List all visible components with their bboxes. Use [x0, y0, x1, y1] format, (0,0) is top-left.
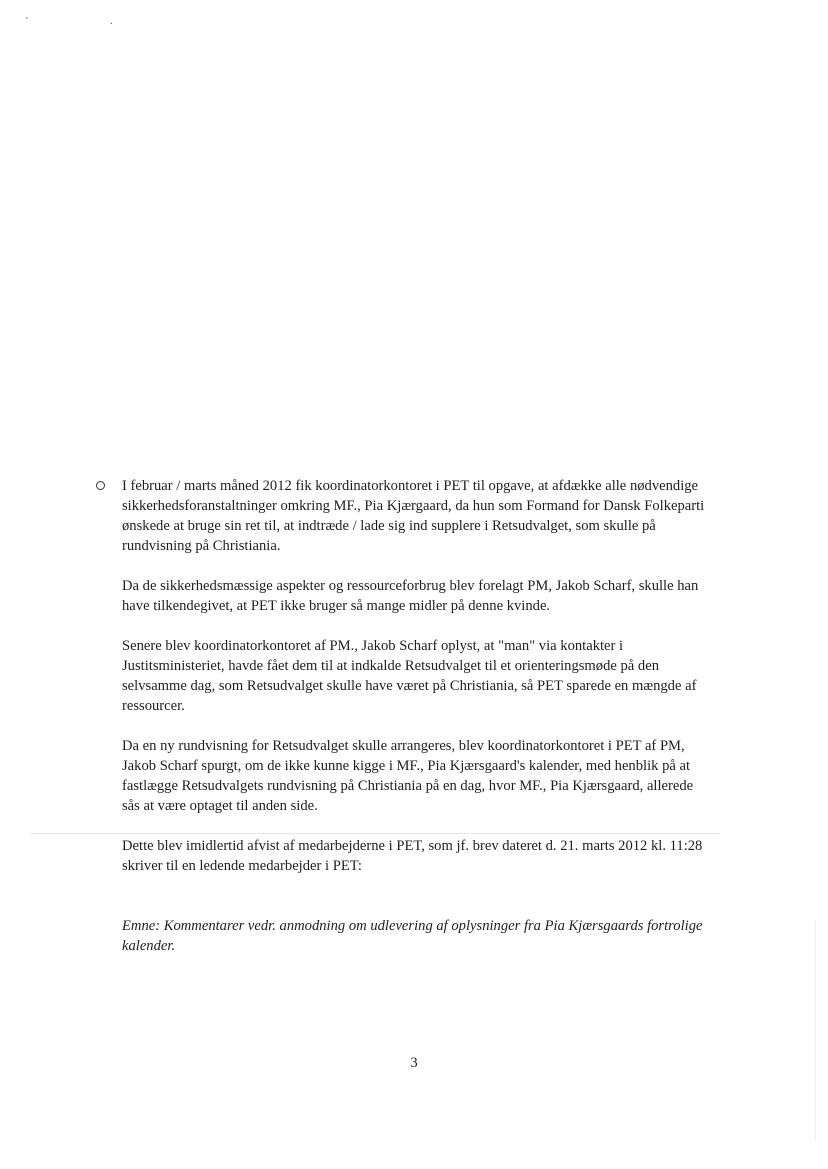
page-number: 3 — [410, 1055, 418, 1071]
bullet-icon — [96, 481, 105, 490]
paragraph-4: Da en ny rundvisning for Retsudvalget skulle arrangeres, blev koordinatorkontoret i PET af PM, Jakob Scharf spurgt, om de ikke kunne kigge i MF., Pia Kjærsgaard's kalender, med henblik på at fastlægge Retsudvalgets rundvisning på Christiania på en dag, hvor MF., Pia Kjærsgaard, allerede sås at være optaget til anden side. — [122, 738, 694, 814]
paragraph-1 — [122, 476, 712, 556]
scan-line — [30, 833, 720, 834]
paragraph-1-text: I februar / marts måned 2012 fik koordinatorkontoret i PET til opgave, at afdække alle nødvendige sikkerhedsforanstaltninger omkring MF., Pia Kjærgaard, da hun som Formand for Dansk Folkeparti ønskede at bruge sin ret til, at indtræde / lade sig ind supplere i Retsudvalget, som skulle på rundvisning på Christiania. — [122, 478, 705, 554]
paragraph-5: Dette blev imidlertid afvist af medarbejderne i PET, som jf. brev dateret d. 21. marts 2012 kl. 11:28 skriver til en ledende medarbejder i PET: — [122, 838, 703, 874]
paragraph-2: Da de sikkerhedsmæssige aspekter og ressourceforbrug blev forelagt PM, Jakob Scharf, skulle han have tilkendegivet, at PET ikke bruger så mange midler på denne kvinde. — [122, 578, 699, 614]
subject-line: Emne: Kommentarer vedr. anmodning om udlevering af oplysninger fra Pia Kjærsgaards fortrolige kalender. — [122, 918, 703, 954]
document-body — [122, 476, 712, 956]
scan-edge-mark — [815, 920, 816, 1140]
paragraph-3: Senere blev koordinatorkontoret af PM., Jakob Scharf oplyst, at "man" via kontakter i Justitsministeriet, havde fået dem til at indkalde Retsudvalget til et orienteringsmøde på den selvsamme dag, som Retsudvalget skulle have været på Christiania, så PET sparede en mængde af ressourcer. — [122, 638, 697, 714]
scan-specks: ' . — [26, 16, 153, 27]
